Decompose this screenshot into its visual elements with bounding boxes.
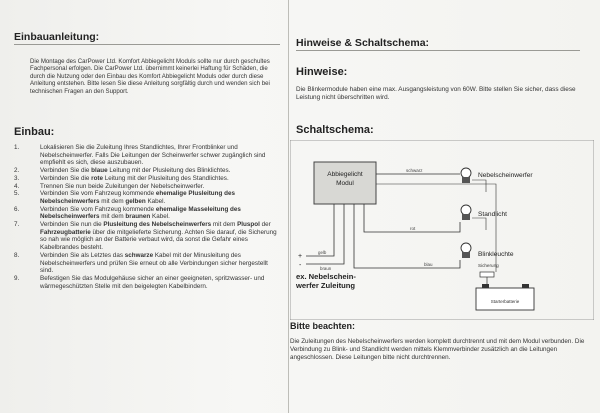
battery-terminal-minus [522, 284, 529, 288]
hinweise-text: Die Blinkermodule haben eine max. Ausgangsleistung von 60W. Bitte stellen Sie sicher, dass diese Leistung nicht überschritten wird. [296, 86, 576, 101]
battery-label: Starterbatterie [490, 299, 520, 304]
intro-text: Die Montage des CarPower Ltd. Komfort Abbiegelicht Moduls sollte nur durch geschultes Fachpersonal erfolgen. Die CarPower Ltd. übernimmt keinerlei Haftung für Schäden, die durch die Nutzung oder den Einbau des Komfort Abbiegelicht Moduls oder durch diese Anleitung entstehen. Bitte lesen Sie diese Anleitung sorgfältig durch und wenden sich bei technischen Fragen an den Support. [30, 58, 270, 95]
schaltschema-title: Schaltschema: [296, 124, 374, 136]
bitte-beachten-title: Bitte beachten: [290, 321, 356, 331]
lamp-label-nebelscheinwerfer: Nebelscheinwerfer [478, 172, 533, 179]
wire-fused-feed [376, 184, 496, 272]
step-9: 9. Befestigen Sie das Modulgehäuse sicher an einer geeigneten, spritzwasser- und wärmegeschützten Stelle mit den beigelegten Kabelbindern. [14, 274, 265, 290]
header-rule-right [296, 50, 580, 51]
wire-label-yellow: gelb [318, 250, 327, 255]
column-divider [288, 0, 289, 413]
step-4: 4. Trennen Sie nun beide Zuleitungen der Nebelscheinwerfer. [14, 182, 205, 190]
standlicht-lamp-icon [461, 205, 471, 220]
wire-yellow [306, 204, 334, 256]
nebelscheinwerfer-lamp-icon [461, 168, 471, 183]
step-3: 3. Verbinden Sie die rote Leitung mit der Plusleitung des Standlichtes. [14, 174, 229, 182]
plus-symbol: + [298, 253, 303, 260]
wire-label-red: rot [410, 226, 416, 231]
hinweise-title: Hinweise: [296, 66, 348, 78]
installation-steps [14, 144, 280, 290]
blinkleuchte-lamp-icon [461, 243, 471, 258]
wire-blue [354, 204, 460, 268]
lamp-label-blinkleuchte: Blinkleuchte [478, 251, 514, 258]
step-5: 5. Verbinden Sie vom Fahrzeug kommende ehemalige Plusleitung des Nebelscheinwerfers mit dem gelben Kabel. [14, 190, 235, 205]
einbau-title: Einbau: [14, 126, 55, 138]
ext-feed-label [296, 272, 356, 290]
step-7: 7. Verbinden Sie nun die Plusleitung des Nebelscheinwerfers mit dem Pluspol der Fahrzeugbatterie über die mitgelieferte Sicherung. Achten Sie darauf, die Sicherung so nah wie möglich an der Batterie verbaut wird, da sonst die Gefahr eines Kabelbrandes besteht. [14, 221, 277, 252]
module-label-2: Modul [336, 180, 354, 187]
ext-feed-label-line-1: ex. Nebelschein- [296, 272, 356, 281]
lamp-label-standlicht: Standlicht [478, 211, 507, 218]
wire-brown [306, 204, 344, 264]
hinweise-schaltschema-header: Hinweise & Schaltschema: [296, 37, 430, 49]
fuse-icon [480, 272, 494, 277]
step-8: 8. Verbinden Sie als Letztes das schwarze Kabel mit der Minusleitung des Nebelscheinwerfers und prüfen Sie erneut ob alle Verbindungen sicher hergestellt sind. [14, 251, 268, 275]
bitte-beachten-text: Die Zuleitungen des Nebelscheinwerfers werden komplett durchtrennt und mit dem Modul verbunden. Die Verbindung zu Blink- und Standlicht werden mittels Klemmverbinder zusätzlich an die Leitungen angeschlossen. Diese Leitungen bitte nicht durchtrennen. [290, 338, 585, 361]
wire-label-black: schwarz [406, 168, 423, 173]
module-label-1: Abbiegelicht [327, 171, 363, 178]
wire-label-brown: braun [320, 266, 332, 271]
fuse-label: Sicherung [478, 263, 499, 268]
step-2: 2. Verbinden Sie die blaue Leitung mit der Plusleitung des Blinklichtes. [14, 167, 231, 175]
ground-standlicht [472, 218, 486, 230]
battery-terminal-plus [482, 284, 489, 288]
einbauanleitung-header: Einbauanleitung: [14, 31, 100, 43]
ground-nebelscheinwerfer [472, 180, 486, 192]
step-1: 1. Lokalisieren Sie die Zuleitung Ihres Standlichtes, Ihrer Frontblinker und Nebelscheinwerfer. Falls Die Leitungen der Scheinwerfer schwer zugänglich sind empfiehlt es sich, diese auszubauen. [14, 144, 266, 167]
wire-label-blue: blau [424, 262, 433, 267]
minus-symbol: - [299, 262, 302, 269]
header-rule-left [14, 44, 280, 45]
step-6: 6. Verbinden Sie vom Fahrzeug kommende ehemalige Masseleitung des Nebelscheinwerfers mit dem braunen Kabel. [14, 205, 241, 221]
ext-feed-label-line-2: werfer Zuleitung [296, 281, 356, 290]
wiring-diagram [290, 140, 594, 320]
